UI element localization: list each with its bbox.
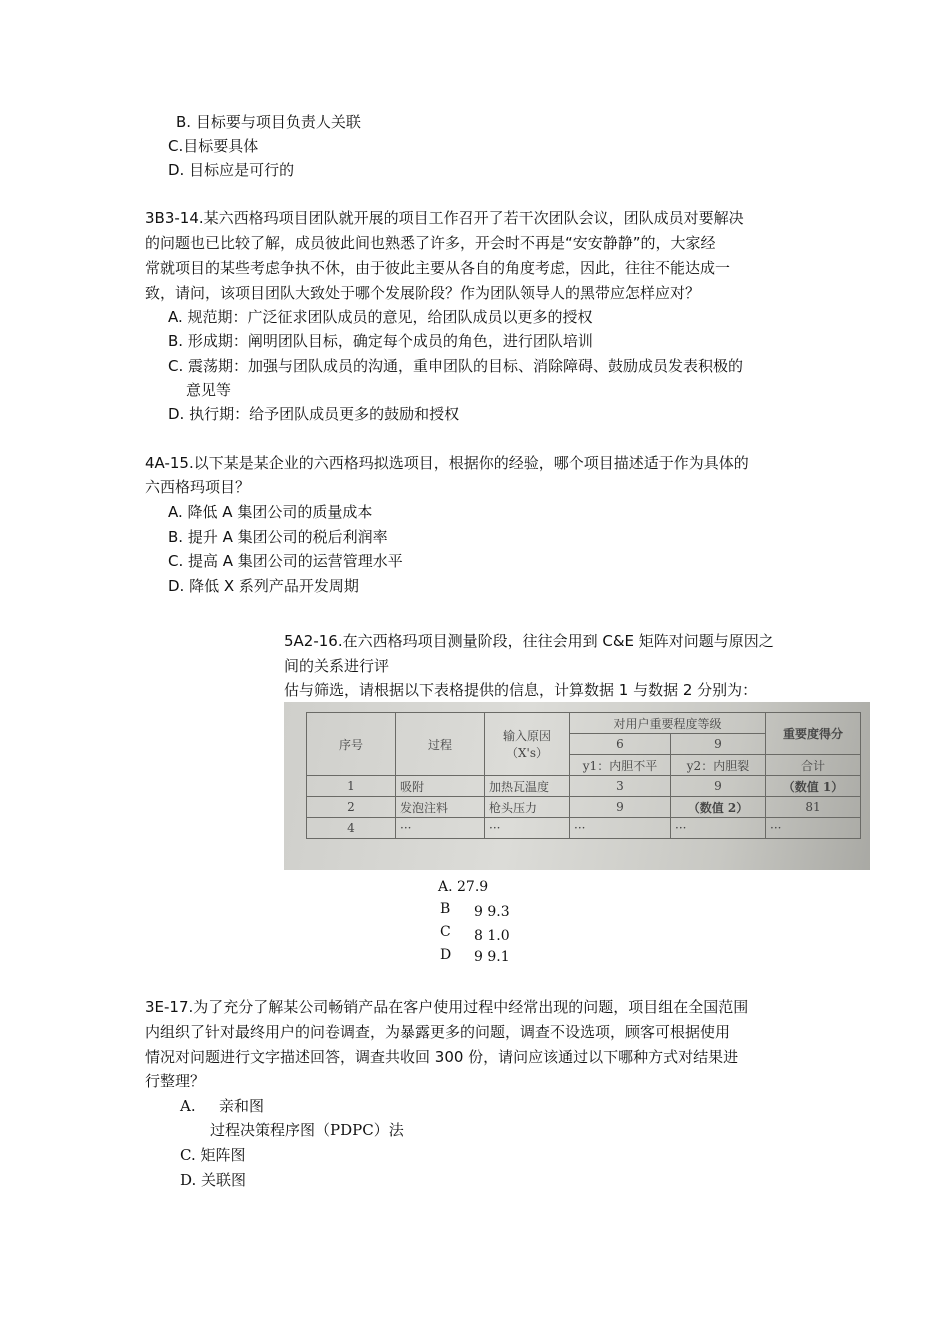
header-seq: 序号 — [307, 713, 396, 776]
q17-option-a: 亲和图 — [219, 1097, 265, 1115]
prev-option-b: B. 目标要与项目负责人关联 — [176, 113, 361, 131]
q16-option-d-label: D — [440, 947, 452, 963]
q17-text-line: 行整理？ — [145, 1072, 206, 1090]
q16-option-b-label: B — [440, 901, 451, 917]
weight-1: 6 — [570, 734, 671, 755]
header-y2: y2：内胆裂 — [671, 755, 766, 776]
header-process: 过程 — [396, 713, 485, 776]
q16-option-d-value: 9 9.1 — [474, 949, 510, 965]
header-score: 重要度得分 — [766, 713, 861, 755]
q17-text-line: 内组织了针对最终用户的问卷调查，为暴露更多的问题，调查不设选项，顾客可根据使用 — [145, 1023, 731, 1041]
weight-2: 9 — [671, 734, 766, 755]
q17-option-a-label: A. — [180, 1097, 196, 1115]
q15-text-line: 4A-15.以下某是某企业的六西格玛拟选项目，根据你的经验，哪个项目描述适于作为具体的 — [145, 454, 749, 472]
q14-option-c: C. 震荡期：加强与团队成员的沟通，重申团队的目标、消除障碍、鼓励成员发表积极的 — [168, 357, 744, 375]
q15-option-a: A. 降低 A 集团公司的质量成本 — [168, 503, 373, 521]
q17-text-line: 情况对问题进行文字描述回答，调查共收回 300 份，请问应该通过以下哪种方式对结果进 — [145, 1048, 739, 1066]
q14-option-b: B. 形成期：阐明团队目标，确定每个成员的角色，进行团队培训 — [168, 332, 593, 350]
q16-text-line: 间的关系进行评 — [284, 657, 390, 675]
q15-option-b: B. 提升 A 集团公司的税后利润率 — [168, 528, 388, 546]
table-row: 1 吸附 加热瓦温度 3 9 （数值 1） — [307, 776, 861, 797]
q17-option-c: C. 矩阵图 — [180, 1146, 246, 1164]
q15-option-c: C. 提高 A 集团公司的运营管理水平 — [168, 552, 403, 570]
q14-text-line: 致，请问，该项目团队大致处于哪个发展阶段？作为团队领导人的黑带应怎样应对？ — [145, 284, 701, 302]
header-rank: 对用户重要程度等级 — [570, 713, 766, 734]
q14-text-line: 的问题也已比较了解，成员彼此间也熟悉了许多，开会时不再是“安安静静”的，大家经 — [145, 234, 716, 252]
q15-option-d: D. 降低 X 系列产品开发周期 — [168, 577, 359, 595]
ce-matrix-photo — [284, 702, 870, 870]
header-y1: y1：内胆不平 — [570, 755, 671, 776]
q16-text-line: 估与筛选，请根据以下表格提供的信息，计算数据 1 与数据 2 分别为： — [284, 681, 758, 699]
q14-option-a: A. 规范期：广泛征求团队成员的意见，给团队成员以更多的授权 — [168, 308, 593, 326]
q14-option-d: D. 执行期：给予团队成员更多的鼓励和授权 — [168, 405, 460, 423]
q17-text-line: 3E-17.为了充分了解某公司畅销产品在客户使用过程中经常出现的问题，项目组在全国范围 — [145, 998, 749, 1016]
q14-text-line: 3B3-14.某六西格玛项目团队就开展的项目工作召开了若干次团队会议，团队成员对要解决 — [145, 209, 744, 227]
header-total: 合计 — [766, 755, 861, 776]
q17-option-b: 过程决策程序图（PDPC）法 — [210, 1121, 404, 1139]
q17-option-d: D. 关联图 — [180, 1171, 247, 1189]
q16-option-c-label: C — [440, 924, 451, 940]
header-input: 输入原因 （X's） — [485, 713, 570, 776]
q16-option-c-value: 8 1.0 — [474, 928, 510, 944]
prev-option-c: C.目标要具体 — [168, 137, 259, 155]
table-row: 2 发泡注料 枪头压力 9 （数值 2） 81 — [307, 797, 861, 818]
q14-option-c-cont: 意见等 — [186, 381, 232, 399]
ce-matrix-table — [306, 712, 861, 839]
prev-option-d: D. 目标应是可行的 — [168, 161, 295, 179]
q14-text-line: 常就项目的某些考虑争执不休，由于彼此主要从各自的角度考虑，因此，往往不能达成一 — [145, 259, 731, 277]
q16-text-line: 5A2-16.在六西格玛项目测量阶段，往往会用到 C&E 矩阵对问题与原因之 — [284, 632, 774, 650]
q16-option-b-value: 9 9.3 — [474, 904, 510, 920]
q16-option-a: A. 27.9 — [438, 879, 489, 895]
table-row: 4 ··· ··· ··· ··· ··· — [307, 818, 861, 839]
q15-text-line: 六西格玛项目？ — [145, 478, 251, 496]
